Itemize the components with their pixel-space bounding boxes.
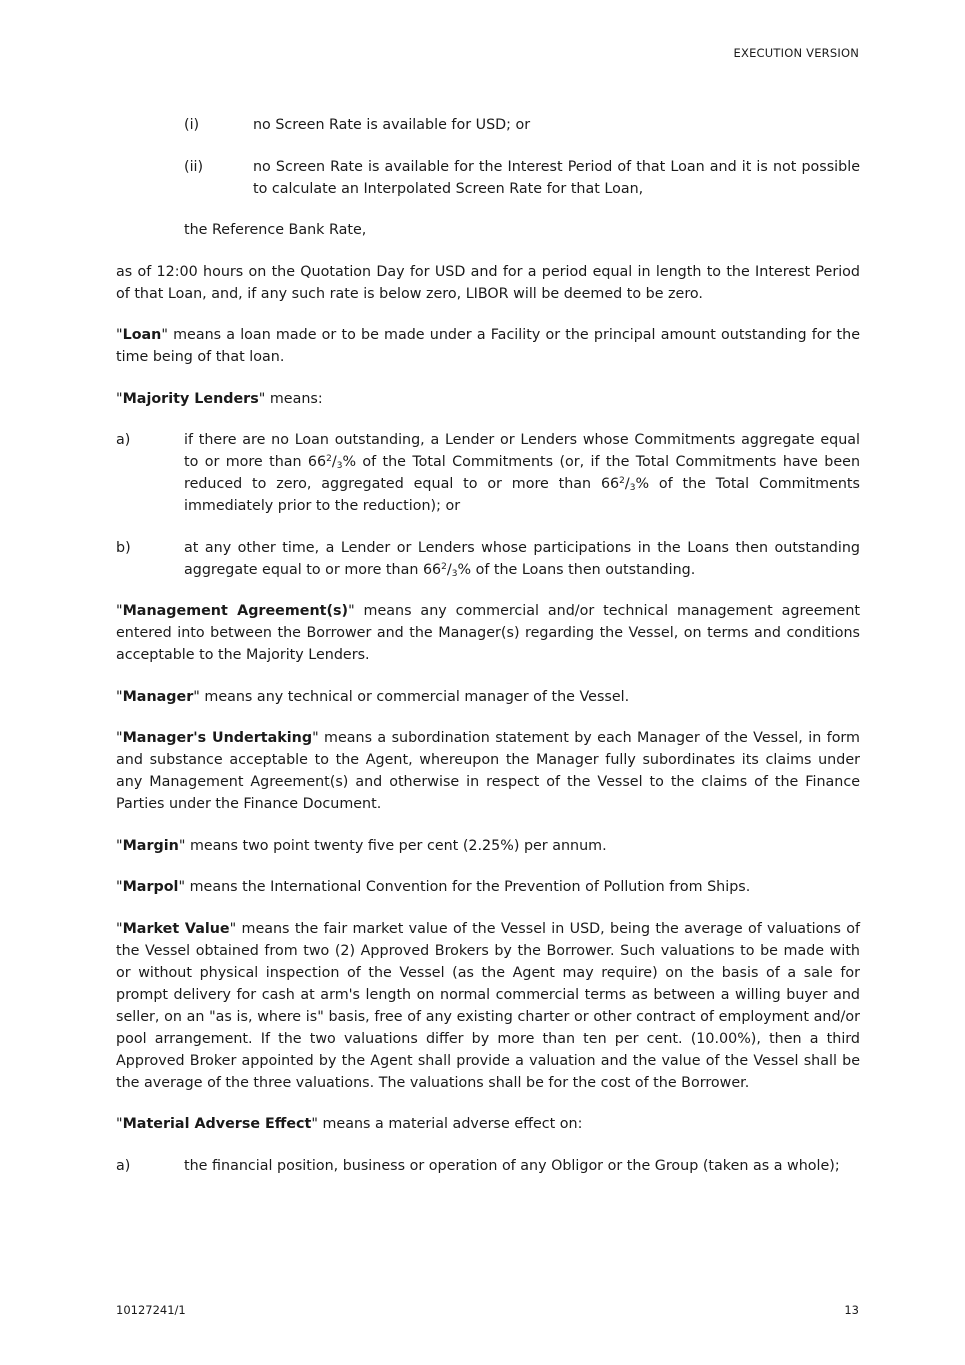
- list-item: [116, 537, 860, 581]
- item-text: if there are no Loan outstanding, a Lender or Lenders whose Commitments aggregate equal to or more than $66^2/_3\%$ of the Total Commitments (or, if the Total Commitments have been reduced to zero, aggregated equal to or more than $66^2/_3\%$ of the Total Commitments immediately prior to the reduction); or: [184, 432, 861, 514]
- definition-text: means a subordination statement by each Manager of the Vessel, in form and substance acceptable to the Agent, whereupon the Manager fully subordinates its claims under any Management Agreement(s) and otherwise in respect of the Vessel to the claims of the Finance Parties under the Finance Document.: [116, 730, 860, 812]
- execution-version-header: EXECUTION VERSION: [733, 46, 859, 60]
- list-item: [116, 429, 860, 517]
- definition-marpol: "Marpol" means the International Convention for the Prevention of Pollution from Ships.: [116, 879, 751, 895]
- item-label: (i): [184, 117, 200, 133]
- definition-text: means:: [265, 390, 323, 407]
- list-item: [116, 1155, 860, 1177]
- item-label: a): [116, 432, 131, 448]
- defined-term: Management Agreement(s): [122, 603, 349, 619]
- item-label: (ii): [184, 158, 204, 175]
- document-reference: 10127241/1: [116, 1303, 186, 1317]
- definition-margin: "Margin" means two point twenty five per cent (2.25%) per annum.: [116, 837, 607, 854]
- item-text: no Screen Rate is available for the Interest Period of that Loan and it is not possible to calculate an Interpolated Screen Rate for that Loan,: [253, 158, 860, 197]
- item-text: the financial position, business or operation of any Obligor or the Group (taken as a whole);: [184, 1157, 840, 1174]
- defined-term: Market Value: [122, 920, 230, 937]
- libor-tail-paragraph: as of 12:00 hours on the Quotation Day for USD and for a period equal in length to the Interest Period of that Loan, and, if any such rate is below zero, LIBOR will be deemed to be zero.: [116, 263, 860, 302]
- definition-material-adverse-effect: "Material Adverse Effect" means a material adverse effect on:: [116, 1116, 583, 1132]
- definition-market-value: "Market Value" means the fair market value of the Vessel in USD, being the average of valuations of the Vessel obtained from two (2) Approved Brokers by the Borrower. Such valuations to be made with or without physical inspection of the Vessel (as the Agent may require) on the basis of a sale for prompt delivery for cash at arm's length on normal commercial terms as between a willing buyer and seller, on an "as is, where is" basis, free of any existing charter or other contract of employment and/or pool arrangement. If the two valuations differ by more than ten per cent. (10.00%), then a third Approved Broker appointed by the Agent shall provide a valuation and the value of the Vessel shall be the average of the three valuations. The valuations shall be for the cost of the Borrower.: [116, 920, 860, 1091]
- defined-term: Majority Lenders: [122, 390, 259, 407]
- definition-loan: "Loan" means a loan made or to be made under a Facility or the principal amount outstanding for the time being of that loan.: [116, 327, 860, 365]
- defined-term: Loan: [122, 327, 162, 343]
- item-text: no Screen Rate is available for USD; or: [253, 117, 531, 133]
- list-item: [116, 114, 860, 136]
- defined-term: Material Adverse Effect: [122, 1116, 312, 1132]
- defined-term: Marpol: [122, 879, 179, 895]
- definition-text: means two point twenty five per cent (2.25%) per annum.: [185, 837, 607, 854]
- definition-managers-undertaking: "Manager's Undertaking" means a subordination statement by each Manager of the Vessel, in form and substance acceptable to the Agent, whereupon the Manager fully subordinates its claims under any Management Agreement(s) and otherwise in respect of the Vessel to the claims of the Finance Parties under the Finance Document.: [116, 730, 860, 812]
- item-label: b): [116, 539, 131, 556]
- list-item: [116, 156, 860, 200]
- definition-manager: "Manager" means any technical or commercial manager of the Vessel.: [116, 688, 630, 705]
- defined-term: Margin: [122, 837, 179, 854]
- definition-management-agreement: "Management Agreement(s)" means any commercial and/or technical management agreement entered into between the Borrower and the Manager(s) regarding the Vessel, on terms and conditions acceptable to the Majority Lenders.: [116, 603, 860, 663]
- item-text: at any other time, a Lender or Lenders whose participations in the Loans then outstanding aggregate equal to or more than $66^2/_3\%$ of the Loans then outstanding.: [184, 539, 860, 579]
- definition-text: means a material adverse effect on:: [317, 1116, 583, 1132]
- document-body: [116, 114, 860, 1196]
- item-label: a): [116, 1157, 131, 1174]
- defined-term: Manager: [122, 688, 194, 705]
- definition-majority-lenders: "Majority Lenders" means:: [116, 390, 323, 407]
- definition-text: means the International Convention for the Prevention of Pollution from Ships.: [185, 879, 751, 895]
- reference-bank-rate-line: the Reference Bank Rate,: [184, 222, 367, 238]
- defined-term: Manager's Undertaking: [122, 730, 313, 746]
- definition-text: means any technical or commercial manager of the Vessel.: [199, 688, 630, 705]
- page-number: 13: [844, 1303, 859, 1317]
- definition-text: means the fair market value of the Vessel in USD, being the average of valuations of the Vessel obtained from two (2) Approved Brokers by the Borrower. Such valuations to be made with or without physical inspection of the Vessel (as the Agent may require) on the basis of a sale for prompt delivery for cash at arm's length on normal commercial terms as between a willing buyer and seller, on an "as is, where is" basis, free of any existing charter or other contract of employment and/or pool arrangement. If the two valuations differ by more than ten per cent. (10.00%), then a third Approved Broker appointed by the Agent shall provide a valuation and the value of the Vessel shall be the average of the three valuations. The valuations shall be for the cost of the Borrower.: [116, 920, 860, 1091]
- definition-text: means a loan made or to be made under a Facility or the principal amount outstanding for the time being of that loan.: [116, 327, 860, 365]
- definition-text: means any commercial and/or technical management agreement entered into between the Borrower and the Manager(s) regarding the Vessel, on terms and conditions acceptable to the Majority Lenders.: [116, 603, 860, 663]
